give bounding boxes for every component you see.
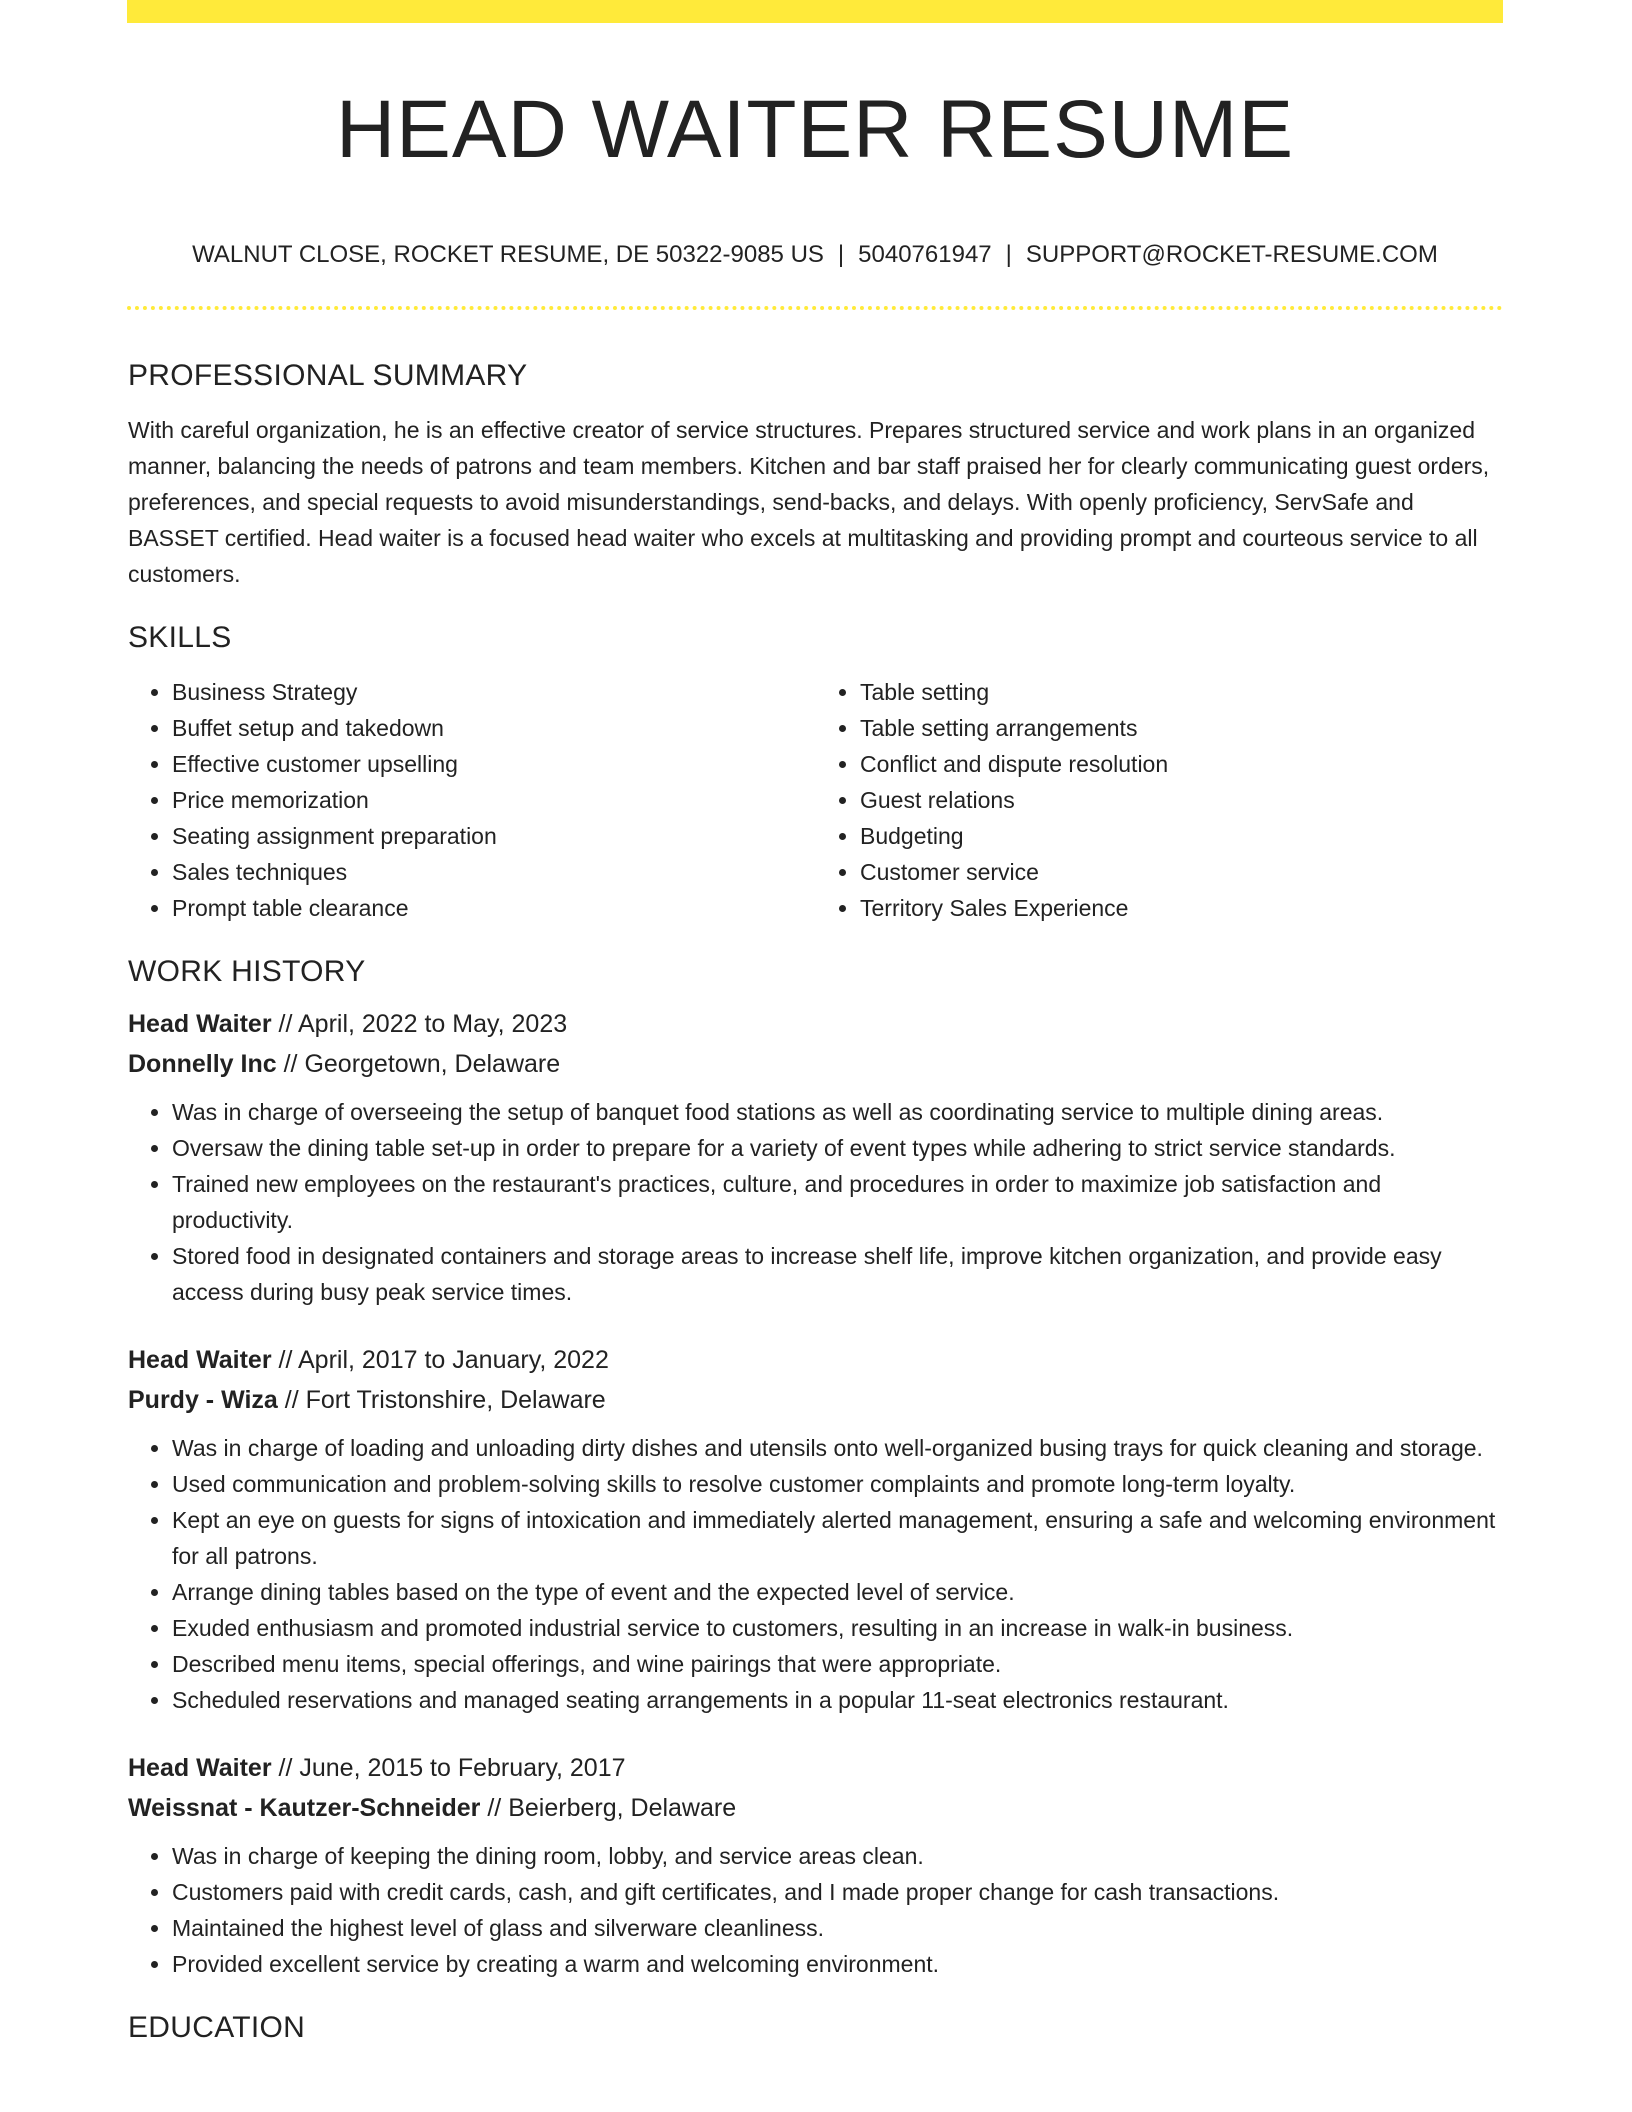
job-entry [128,1004,1504,1310]
contact-address: WALNUT CLOSE, ROCKET RESUME, DE 50322-9085 US [192,241,824,268]
job-company-line [128,1788,1504,1828]
job-title-line [128,1004,1504,1044]
job-bullets [128,1430,1504,1718]
job-bullet: • Exuded enthusiasm and promoted industrial service to customers, resulting in an increase in walk-in business. [172,1610,1504,1646]
job-divider: // [278,1346,293,1374]
job-bullet: • Provided excellent service by creating a warm and welcoming environment. [172,1946,1504,1982]
contact-separator: | [1005,241,1012,268]
job-entry [128,1748,1504,1982]
summary-text: With careful organization, he is an effective creator of service structures. Prepares structured service and work plans in an organized manner, balancing the needs of patrons and team members. Kitchen and bar staff praised her for clearly communicating guest orders, preferences, and special requests to avoid misunderstandings, send-backs, and delays. With openly proficiency, ServSafe and BASSET certified. Head waiter is a focused head waiter who excels at multitasking and providing prompt and courteous service to all customers. [128,417,1490,587]
skill-item: • Buffet setup and takedown [172,710,816,746]
skill-item: • Business Strategy [172,674,816,710]
job-location: Georgetown, Delaware [304,1050,561,1078]
contact-separator: | [837,241,845,268]
contact-email[interactable]: SUPPORT@ROCKET-RESUME.COM [1025,241,1438,268]
job-company: Weissnat - Kautzer-Schneider [128,1794,481,1822]
education-section [128,2004,1504,2052]
job-title-line [128,1340,1504,1380]
job-title: Head Waiter [128,1754,272,1782]
job-divider: // [278,1010,293,1038]
summary-heading: PROFESSIONAL SUMMARY [128,359,528,392]
skills-section [128,614,1504,926]
job-divider: // [284,1386,299,1414]
skill-item: • Budgeting [860,818,1504,854]
summary-section [128,352,1504,592]
job-bullet: • Was in charge of overseeing the setup of banquet food stations as well as coordinating service to multiple dining areas. [172,1094,1504,1130]
contact-phone[interactable]: 5040761947 [858,241,992,268]
job-company: Donnelly Inc [128,1050,277,1078]
skill-item: • Effective customer upselling [172,746,816,782]
skill-item: • Prompt table clearance [172,890,816,926]
job-bullet: • Stored food in designated containers and storage areas to increase shelf life, improve kitchen organization, and provide easy access during busy peak service times. [172,1238,1504,1310]
skill-item: • Table setting arrangements [860,710,1504,746]
job-divider: // [278,1754,293,1782]
skill-item: • Price memorization [172,782,816,818]
job-bullet: • Scheduled reservations and managed seating arrangements in a popular 11-seat electronics restaurant. [172,1682,1504,1718]
skill-item: • Seating assignment preparation [172,818,816,854]
job-bullet: • Kept an eye on guests for signs of intoxication and immediately alerted management, ensuring a safe and welcoming environment for all patrons. [172,1502,1504,1574]
dotted-divider [127,306,1503,310]
job-bullet: • Arrange dining tables based on the type of event and the expected level of service. [172,1574,1504,1610]
job-title: Head Waiter [128,1346,272,1374]
work-history-section [128,948,1504,1982]
skill-item: • Conflict and dispute resolution [860,746,1504,782]
job-company: Purdy - Wiza [128,1386,278,1414]
job-title: Head Waiter [128,1010,272,1038]
job-entry [128,1340,1504,1718]
job-location: Beierberg, Delaware [508,1794,737,1822]
skill-item: • Customer service [860,854,1504,890]
job-bullet: • Oversaw the dining table set-up in order to prepare for a variety of event types while adhering to strict service standards. [172,1130,1504,1166]
job-bullet: • Was in charge of loading and unloading dirty dishes and utensils onto well-organized busing trays for quick cleaning and storage. [172,1430,1504,1466]
job-bullet: • Was in charge of keeping the dining room, lobby, and service areas clean. [172,1838,1504,1874]
contact-line [127,238,1503,272]
work-history-heading: WORK HISTORY [128,955,366,988]
skill-item: • Territory Sales Experience [860,890,1504,926]
resume-title: HEAD WAITER RESUME [335,84,1295,175]
job-divider: // [283,1050,298,1078]
job-title-line [128,1748,1504,1788]
job-divider: // [487,1794,502,1822]
skills-list-left [128,674,816,926]
job-dates: June, 2015 to February, 2017 [299,1754,626,1782]
job-bullet: • Customers paid with credit cards, cash, and gift certificates, and I made proper change for cash transactions. [172,1874,1504,1910]
skills-list-right [816,674,1504,926]
job-company-line [128,1044,1504,1084]
skill-item: • Guest relations [860,782,1504,818]
education-heading: EDUCATION [128,2011,306,2044]
job-dates: April, 2022 to May, 2023 [298,1010,568,1038]
skills-columns [128,674,1504,926]
job-bullet: • Used communication and problem-solving skills to resolve customer complaints and promote long-term loyalty. [172,1466,1504,1502]
job-bullet: • Described menu items, special offerings, and wine pairings that were appropriate. [172,1646,1504,1682]
job-company-line [128,1380,1504,1420]
job-bullets [128,1838,1504,1982]
resume-content [128,352,1504,2052]
job-dates: April, 2017 to January, 2022 [298,1346,609,1374]
skills-heading: SKILLS [128,621,232,654]
skill-item: • Table setting [860,674,1504,710]
job-bullet: • Maintained the highest level of glass and silverware cleanliness. [172,1910,1504,1946]
skill-item: • Sales techniques [172,854,816,890]
job-location: Fort Tristonshire, Delaware [305,1386,606,1414]
job-bullets [128,1094,1504,1310]
accent-top-bar [127,0,1503,23]
job-bullet: • Trained new employees on the restaurant's practices, culture, and procedures in order to maximize job satisfaction and productivity. [172,1166,1504,1238]
